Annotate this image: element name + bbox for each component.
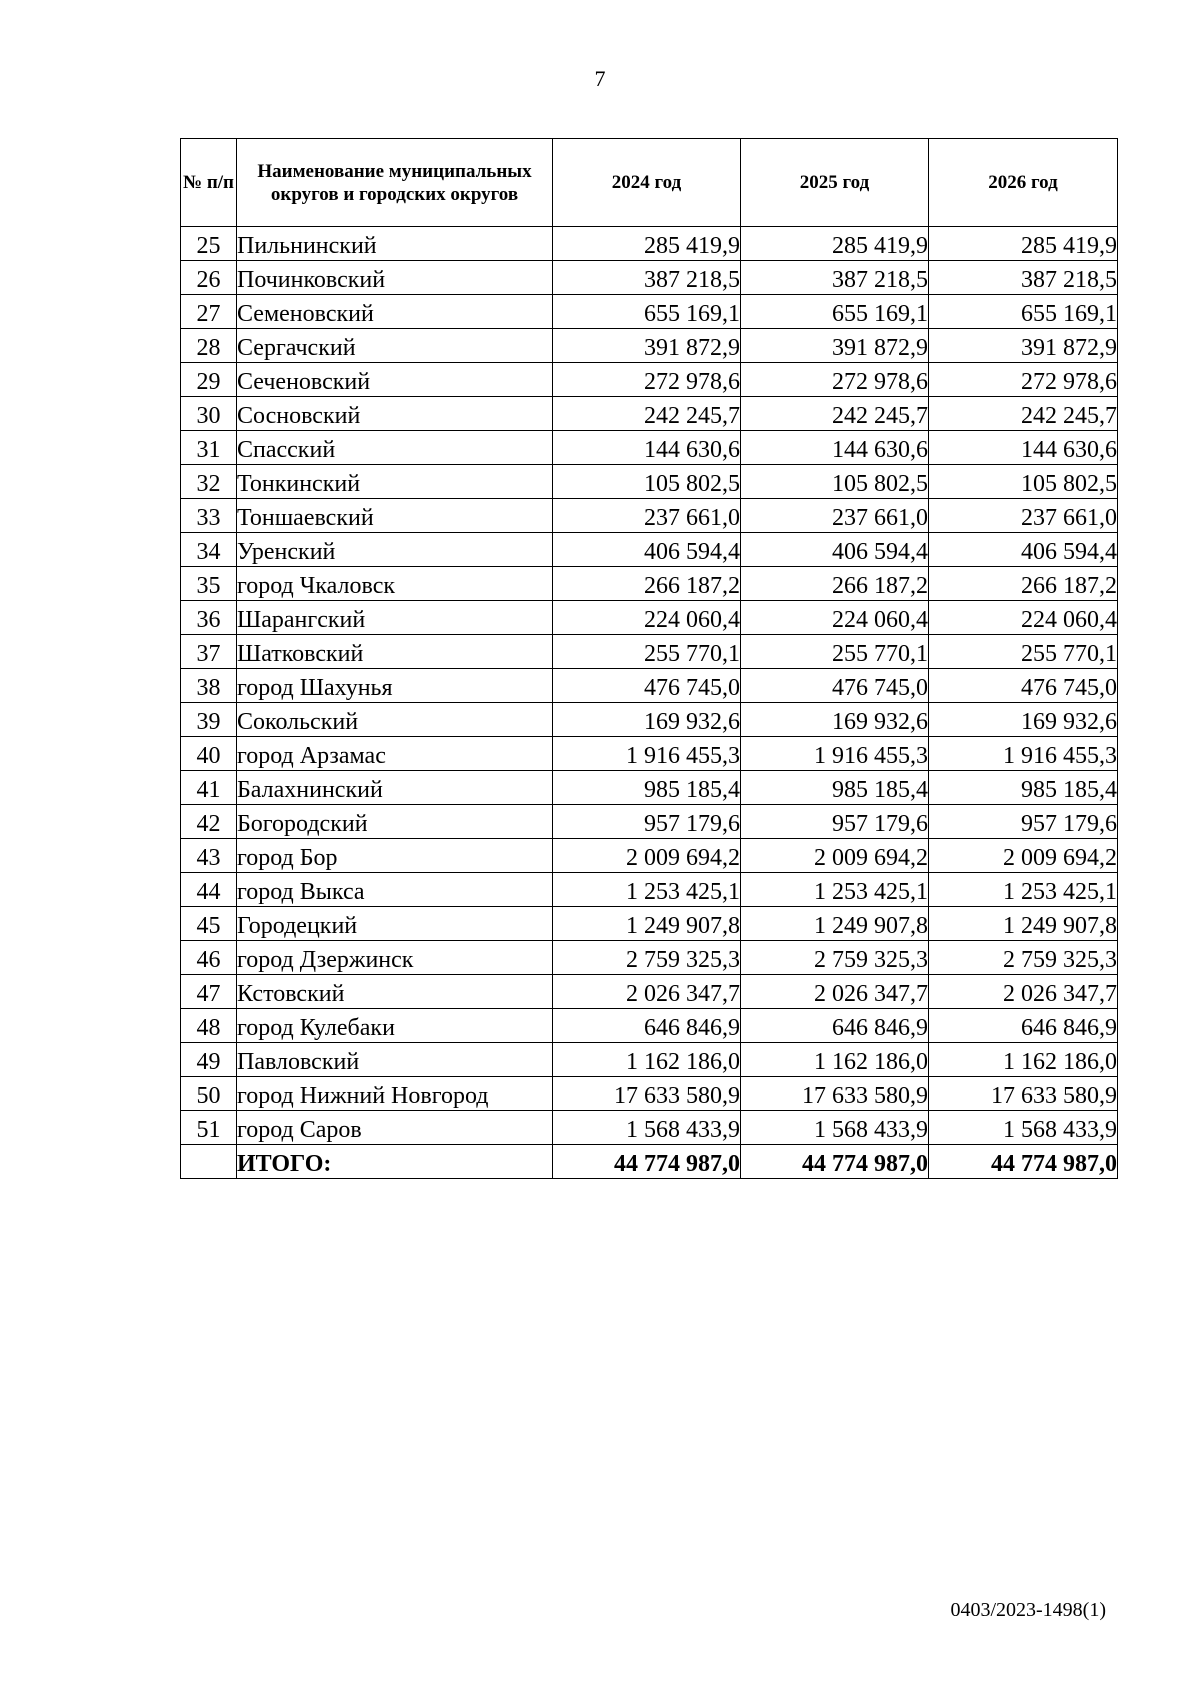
table-row (181, 669, 1118, 703)
cell-y2025: 387 218,5 (741, 261, 929, 295)
cell-name: Шатковский (237, 635, 553, 669)
cell-name: Сеченовский (237, 363, 553, 397)
cell-y2026: 2 026 347,7 (929, 975, 1118, 1009)
table-row (181, 907, 1118, 941)
cell-y2025: 17 633 580,9 (741, 1077, 929, 1111)
cell-y2025: 169 932,6 (741, 703, 929, 737)
cell-y2025: 144 630,6 (741, 431, 929, 465)
cell-y2025: 985 185,4 (741, 771, 929, 805)
cell-name: Семеновский (237, 295, 553, 329)
cell-num: 39 (181, 703, 237, 737)
cell-y2024: 237 661,0 (553, 499, 741, 533)
cell-y2026: 266 187,2 (929, 567, 1118, 601)
table-row (181, 1009, 1118, 1043)
cell-y2026: 1 916 455,3 (929, 737, 1118, 771)
total-y2024: 44 774 987,0 (553, 1145, 741, 1179)
cell-y2024: 957 179,6 (553, 805, 741, 839)
cell-y2024: 387 218,5 (553, 261, 741, 295)
cell-num: 50 (181, 1077, 237, 1111)
cell-name: город Кулебаки (237, 1009, 553, 1043)
cell-y2025: 285 419,9 (741, 227, 929, 261)
cell-y2024: 655 169,1 (553, 295, 741, 329)
cell-name: Уренский (237, 533, 553, 567)
table-row (181, 941, 1118, 975)
cell-y2026: 387 218,5 (929, 261, 1118, 295)
cell-num: 45 (181, 907, 237, 941)
header-2025: 2025 год (741, 139, 929, 227)
cell-name: Тоншаевский (237, 499, 553, 533)
cell-name: Сергачский (237, 329, 553, 363)
cell-y2025: 242 245,7 (741, 397, 929, 431)
cell-y2025: 957 179,6 (741, 805, 929, 839)
table-row (181, 975, 1118, 1009)
cell-y2026: 242 245,7 (929, 397, 1118, 431)
table-row (181, 601, 1118, 635)
cell-y2026: 476 745,0 (929, 669, 1118, 703)
cell-y2026: 406 594,4 (929, 533, 1118, 567)
cell-y2026: 272 978,6 (929, 363, 1118, 397)
total-label: ИТОГО: (237, 1145, 553, 1179)
table-row (181, 261, 1118, 295)
cell-y2026: 1 249 907,8 (929, 907, 1118, 941)
cell-num: 42 (181, 805, 237, 839)
cell-num: 29 (181, 363, 237, 397)
cell-y2026: 255 770,1 (929, 635, 1118, 669)
cell-y2026: 2 759 325,3 (929, 941, 1118, 975)
cell-y2025: 406 594,4 (741, 533, 929, 567)
table-row (181, 771, 1118, 805)
cell-name: Богородский (237, 805, 553, 839)
cell-name: Шарангский (237, 601, 553, 635)
cell-num: 41 (181, 771, 237, 805)
table-row (181, 295, 1118, 329)
document-code: 0403/2023-1498(1) (950, 1599, 1106, 1621)
cell-y2025: 2 009 694,2 (741, 839, 929, 873)
cell-name: город Выкса (237, 873, 553, 907)
cell-y2025: 1 253 425,1 (741, 873, 929, 907)
cell-y2025: 2 026 347,7 (741, 975, 929, 1009)
table-row (181, 703, 1118, 737)
cell-num: 37 (181, 635, 237, 669)
cell-num: 51 (181, 1111, 237, 1145)
cell-name: город Дзержинск (237, 941, 553, 975)
table-row (181, 431, 1118, 465)
cell-name: город Нижний Новгород (237, 1077, 553, 1111)
cell-y2024: 391 872,9 (553, 329, 741, 363)
cell-y2025: 105 802,5 (741, 465, 929, 499)
cell-y2024: 2 759 325,3 (553, 941, 741, 975)
table-row (181, 567, 1118, 601)
cell-name: Тонкинский (237, 465, 553, 499)
cell-y2024: 255 770,1 (553, 635, 741, 669)
total-row (181, 1145, 1118, 1179)
cell-name: Спасский (237, 431, 553, 465)
cell-y2026: 17 633 580,9 (929, 1077, 1118, 1111)
header-num: № п/п (181, 139, 237, 227)
cell-y2024: 224 060,4 (553, 601, 741, 635)
cell-y2024: 646 846,9 (553, 1009, 741, 1043)
table-row (181, 1077, 1118, 1111)
cell-num: 40 (181, 737, 237, 771)
cell-y2025: 655 169,1 (741, 295, 929, 329)
cell-name: Балахнинский (237, 771, 553, 805)
cell-y2026: 1 568 433,9 (929, 1111, 1118, 1145)
cell-num: 46 (181, 941, 237, 975)
cell-y2025: 2 759 325,3 (741, 941, 929, 975)
cell-num: 26 (181, 261, 237, 295)
cell-num: 31 (181, 431, 237, 465)
cell-y2026: 957 179,6 (929, 805, 1118, 839)
table-row (181, 839, 1118, 873)
table-row (181, 1111, 1118, 1145)
page-number: 7 (594, 66, 606, 91)
cell-name: Сокольский (237, 703, 553, 737)
cell-num: 25 (181, 227, 237, 261)
cell-y2024: 105 802,5 (553, 465, 741, 499)
cell-y2024: 985 185,4 (553, 771, 741, 805)
cell-name: город Шахунья (237, 669, 553, 703)
cell-y2024: 1 162 186,0 (553, 1043, 741, 1077)
table-row (181, 363, 1118, 397)
table-row (181, 397, 1118, 431)
cell-y2024: 242 245,7 (553, 397, 741, 431)
cell-y2026: 646 846,9 (929, 1009, 1118, 1043)
cell-num: 43 (181, 839, 237, 873)
cell-name: город Арзамас (237, 737, 553, 771)
cell-num: 36 (181, 601, 237, 635)
table-row (181, 635, 1118, 669)
header-2026: 2026 год (929, 139, 1118, 227)
cell-num: 33 (181, 499, 237, 533)
cell-y2025: 1 568 433,9 (741, 1111, 929, 1145)
table-row (181, 329, 1118, 363)
cell-y2025: 224 060,4 (741, 601, 929, 635)
cell-y2024: 169 932,6 (553, 703, 741, 737)
table-body (181, 227, 1118, 1179)
cell-y2024: 17 633 580,9 (553, 1077, 741, 1111)
cell-y2024: 476 745,0 (553, 669, 741, 703)
table-header-row (181, 139, 1118, 227)
table-row (181, 873, 1118, 907)
cell-y2025: 476 745,0 (741, 669, 929, 703)
cell-y2024: 285 419,9 (553, 227, 741, 261)
cell-y2025: 646 846,9 (741, 1009, 929, 1043)
cell-num: 38 (181, 669, 237, 703)
cell-y2025: 391 872,9 (741, 329, 929, 363)
cell-y2026: 985 185,4 (929, 771, 1118, 805)
cell-y2026: 224 060,4 (929, 601, 1118, 635)
cell-y2025: 237 661,0 (741, 499, 929, 533)
cell-name: Сосновский (237, 397, 553, 431)
header-name: Наименование муниципальных округов и городских округов (237, 139, 553, 227)
cell-name: Городецкий (237, 907, 553, 941)
cell-y2024: 266 187,2 (553, 567, 741, 601)
total-y2025: 44 774 987,0 (741, 1145, 929, 1179)
cell-num: 28 (181, 329, 237, 363)
cell-name: Пильнинский (237, 227, 553, 261)
cell-y2024: 1 916 455,3 (553, 737, 741, 771)
cell-num: 49 (181, 1043, 237, 1077)
table-row (181, 533, 1118, 567)
cell-y2026: 1 162 186,0 (929, 1043, 1118, 1077)
cell-y2024: 406 594,4 (553, 533, 741, 567)
cell-y2024: 2 026 347,7 (553, 975, 741, 1009)
cell-y2024: 1 253 425,1 (553, 873, 741, 907)
total-num-cell (181, 1145, 237, 1179)
cell-name: город Саров (237, 1111, 553, 1145)
cell-y2024: 1 249 907,8 (553, 907, 741, 941)
table-row (181, 737, 1118, 771)
cell-y2025: 266 187,2 (741, 567, 929, 601)
cell-y2024: 272 978,6 (553, 363, 741, 397)
cell-y2025: 1 916 455,3 (741, 737, 929, 771)
table-row (181, 1043, 1118, 1077)
cell-name: Починковский (237, 261, 553, 295)
cell-y2026: 169 932,6 (929, 703, 1118, 737)
cell-num: 48 (181, 1009, 237, 1043)
cell-num: 35 (181, 567, 237, 601)
cell-num: 47 (181, 975, 237, 1009)
cell-y2025: 1 249 907,8 (741, 907, 929, 941)
cell-y2025: 272 978,6 (741, 363, 929, 397)
cell-name: Кстовский (237, 975, 553, 1009)
cell-y2025: 255 770,1 (741, 635, 929, 669)
cell-num: 30 (181, 397, 237, 431)
table-row (181, 465, 1118, 499)
cell-y2024: 144 630,6 (553, 431, 741, 465)
cell-num: 44 (181, 873, 237, 907)
cell-name: город Чкаловск (237, 567, 553, 601)
cell-num: 32 (181, 465, 237, 499)
cell-y2025: 1 162 186,0 (741, 1043, 929, 1077)
total-y2026: 44 774 987,0 (929, 1145, 1118, 1179)
cell-num: 34 (181, 533, 237, 567)
cell-y2024: 2 009 694,2 (553, 839, 741, 873)
cell-y2024: 1 568 433,9 (553, 1111, 741, 1145)
table-row (181, 805, 1118, 839)
budget-table (180, 138, 1118, 1179)
table-row (181, 499, 1118, 533)
cell-y2026: 2 009 694,2 (929, 839, 1118, 873)
cell-name: Павловский (237, 1043, 553, 1077)
cell-y2026: 285 419,9 (929, 227, 1118, 261)
cell-name: город Бор (237, 839, 553, 873)
cell-y2026: 655 169,1 (929, 295, 1118, 329)
cell-num: 27 (181, 295, 237, 329)
cell-y2026: 1 253 425,1 (929, 873, 1118, 907)
cell-y2026: 237 661,0 (929, 499, 1118, 533)
table-row (181, 227, 1118, 261)
cell-y2026: 391 872,9 (929, 329, 1118, 363)
cell-y2026: 144 630,6 (929, 431, 1118, 465)
cell-y2026: 105 802,5 (929, 465, 1118, 499)
header-2024: 2024 год (553, 139, 741, 227)
